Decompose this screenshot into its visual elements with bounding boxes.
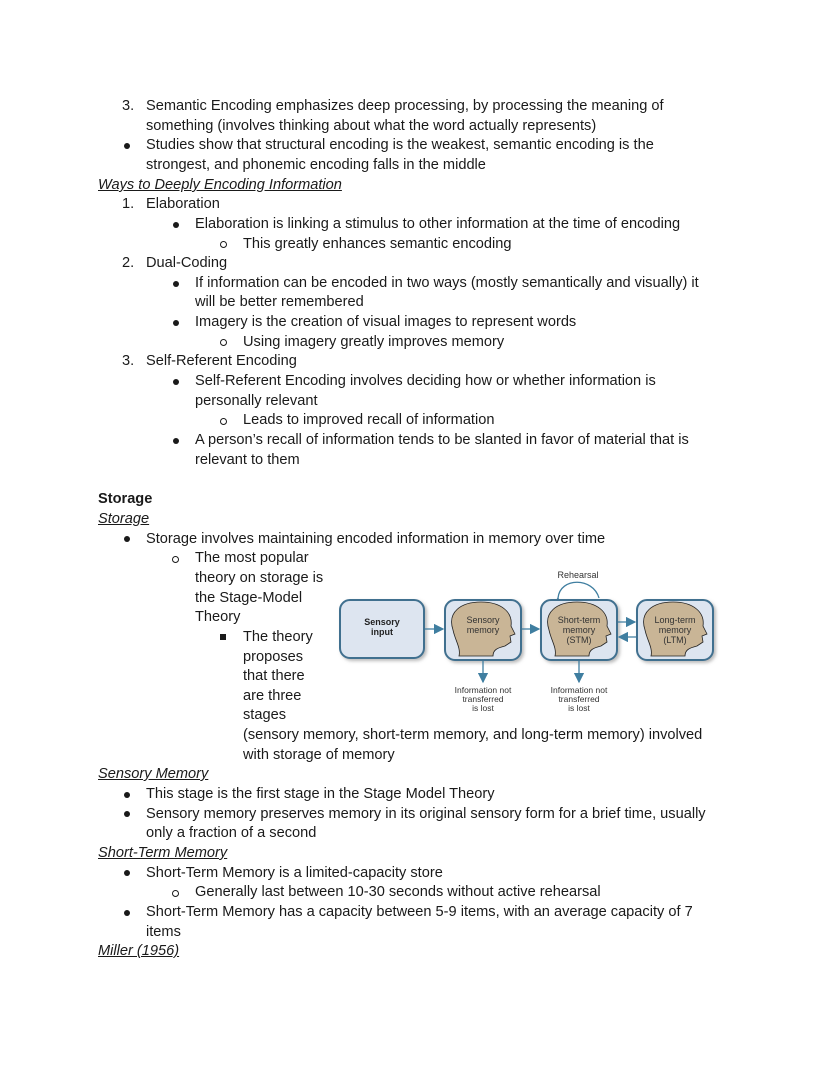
hollow-bullet-icon [220,418,227,425]
section-heading: Ways to Deeply Encoding Information [98,177,342,193]
text-line: will be better remembered [195,294,364,310]
bullet-icon [173,281,179,287]
text-line: Generally last between 10-30 seconds without active rehearsal [195,884,601,900]
list-number: 2. [122,255,135,271]
box-label: memory [562,625,596,635]
text-line: that there [243,668,305,684]
list-number: 3. [122,98,135,114]
bullet-icon [173,222,179,228]
bullet-icon [173,379,179,385]
text-line: Short-Term Memory is a limited-capacity store [146,865,443,881]
text-line: relevant to them [195,452,300,468]
list-item-title: Elaboration [146,196,220,212]
text-line: only a fraction of a second [146,825,317,841]
lost-label: transferred [462,694,504,704]
box-label: Long-term [654,615,696,625]
rehearsal-arrow-icon [558,582,599,598]
text-line: Storage involves maintaining encoded information in memory over time [146,531,606,547]
box-label: memory [658,625,692,635]
list-item-title: Dual-Coding [146,255,228,271]
text-line: Sensory memory preserves memory in its original sensory form for a brief time, usually [146,806,706,822]
lost-label: is lost [472,703,494,713]
section-heading: Short-Term Memory [98,845,228,861]
bullet-icon [124,910,130,916]
hollow-bullet-icon [220,241,227,248]
bullet-icon [124,143,130,149]
text-line: If information can be encoded in two ways (mostly semantically and visually) it [195,275,699,291]
bullet-icon [124,536,130,542]
rehearsal-label: Rehearsal [557,570,599,580]
text-line: Elaboration is linking a stimulus to other information at the time of encoding [195,216,681,232]
text-line: Studies show that structural encoding is the weakest, semantic encoding is the [146,137,654,153]
square-bullet-icon [220,634,226,640]
section-heading: Sensory Memory [98,766,209,782]
section-heading: Storage [98,511,150,527]
text-line: items [146,924,181,940]
text-line: are three [243,688,302,704]
bullet-icon [173,438,179,444]
list-number: 1. [122,196,135,212]
stage-model-diagram [335,562,730,720]
section-heading: Miller (1956) [98,943,180,959]
section-title: Storage [98,491,153,507]
hollow-bullet-icon [172,556,179,563]
text-line: This stage is the first stage in the Stage Model Theory [146,786,495,802]
text-line: This greatly enhances semantic encoding [243,236,512,252]
text-line: strongest, and phonemic encoding falls in the middle [146,157,486,173]
bullet-icon [124,792,130,798]
box-label: (STM) [566,635,592,645]
text-line: Semantic Encoding emphasizes deep processing, by processing the meaning of [146,98,664,114]
list-number: 3. [122,353,135,369]
text-line: proposes [243,649,304,665]
text-line: with storage of memory [243,747,395,763]
box-label: input [371,627,393,637]
box-label: memory [466,625,500,635]
text-line: Using imagery greatly improves memory [243,334,505,350]
bullet-icon [124,811,130,817]
lost-label: Information not [550,685,608,695]
hollow-bullet-icon [220,339,227,346]
text-line: Imagery is the creation of visual images to represent words [195,314,577,330]
bullet-icon [124,870,130,876]
bullet-icon [173,320,179,326]
text-line: something (involves thinking about what the word actually represents) [146,118,597,134]
text-line: Short-Term Memory has a capacity between 5-9 items, with an average capacity of 7 [146,904,693,920]
lost-label: transferred [558,694,600,704]
hollow-bullet-icon [172,890,179,897]
box-label: Sensory [364,617,400,627]
text-line: Self-Referent Encoding involves deciding how or whether information is [195,373,656,389]
text-line: Leads to improved recall of information [243,412,495,428]
box-label: Short-term [557,615,601,625]
box-label: Sensory [466,615,500,625]
text-line: stages [243,707,286,723]
lost-label: Information not [454,685,512,695]
lost-label: is lost [568,703,590,713]
text-line: A person’s recall of information tends to be slanted in favor of material that is [195,432,689,448]
text-line: theory on storage is [195,570,324,586]
box-label: (LTM) [663,635,687,645]
text-line: The most popular [195,550,309,566]
text-line: The theory [243,629,313,645]
text-line: the Stage-Model [195,590,303,606]
text-line: (sensory memory, short-term memory, and long-term memory) involved [243,727,703,743]
text-line: Theory [195,609,241,625]
text-line: personally relevant [195,393,318,409]
list-item-title: Self-Referent Encoding [146,353,297,369]
